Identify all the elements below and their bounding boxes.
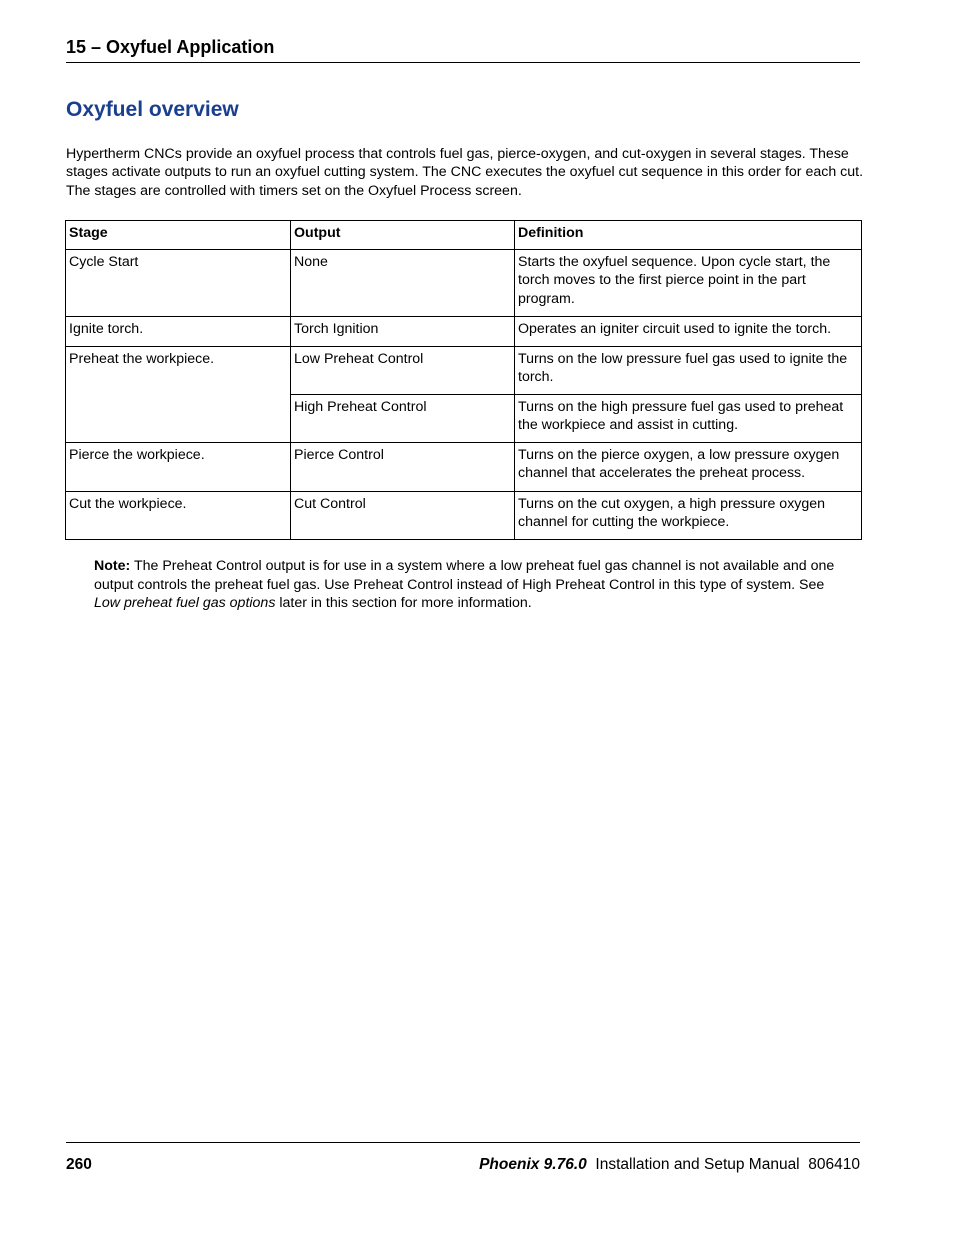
column-header-output: Output: [291, 221, 515, 250]
cell-definition: Operates an igniter circuit used to ignite the torch.: [515, 316, 862, 346]
table-row: [66, 249, 862, 316]
cell-output: Pierce Control: [291, 442, 515, 491]
footer-manual-info: [479, 1155, 860, 1175]
cell-output: Cut Control: [291, 491, 515, 539]
product-name: Phoenix 9.76.0: [479, 1156, 587, 1173]
cell-definition: Turns on the high pressure fuel gas used to preheat the workpiece and assist in cutting.: [515, 394, 862, 442]
intro-paragraph: Hypertherm CNCs provide an oxyfuel process that controls fuel gas, pierce-oxygen, and cut-oxygen in several stages. These stages activate outputs to run an oxyfuel cutting system. The CNC executes the oxyfuel cut sequence in this order for each cut. The stages are controlled with timers set on the Oxyfuel Process screen.: [66, 146, 864, 199]
cell-stage: Ignite torch.: [66, 316, 291, 346]
column-header-stage: Stage: [66, 221, 291, 250]
column-header-definition: Definition: [515, 221, 862, 250]
manual-title: Installation and Setup Manual: [595, 1156, 800, 1173]
note-text-before: The Preheat Control output is for use in a system where a low preheat fuel gas channel is not available and one output controls the preheat fuel gas. Use Preheat Control instead of High Preheat Control in this type of system. See: [94, 558, 835, 593]
table-row: [66, 491, 862, 539]
cell-stage: Pierce the workpiece.: [66, 442, 291, 491]
part-number: 806410: [808, 1156, 860, 1173]
cell-stage: Cycle Start: [66, 249, 291, 316]
cell-stage: Cut the workpiece.: [66, 491, 291, 539]
cell-output: Torch Ignition: [291, 316, 515, 346]
section-title: Oxyfuel overview: [66, 98, 239, 121]
note-paragraph: [94, 557, 854, 613]
running-header: [66, 36, 860, 63]
oxyfuel-stages-table: [65, 220, 862, 540]
chapter-title: 15 – Oxyfuel Application: [66, 37, 275, 57]
cell-definition: Turns on the cut oxygen, a high pressure oxygen channel for cutting the workpiece.: [515, 491, 862, 539]
cell-definition: Turns on the pierce oxygen, a low pressure oxygen channel that accelerates the preheat process.: [515, 442, 862, 491]
table-row: [66, 442, 862, 491]
table-header-row: [66, 221, 862, 250]
cell-output: Low Preheat Control: [291, 346, 515, 394]
note-cross-reference: Low preheat fuel gas options: [94, 595, 276, 612]
cell-definition: Starts the oxyfuel sequence. Upon cycle start, the torch moves to the first pierce point in the part program.: [515, 249, 862, 316]
note-text-after: later in this section for more information.: [275, 595, 532, 612]
cell-stage: Preheat the workpiece.: [66, 346, 291, 442]
table-row: [66, 316, 862, 346]
cell-output: None: [291, 249, 515, 316]
cell-definition: Turns on the low pressure fuel gas used to ignite the torch.: [515, 346, 862, 394]
cell-output: High Preheat Control: [291, 394, 515, 442]
table-row: [66, 346, 862, 394]
page-number: 260: [66, 1156, 92, 1173]
running-footer: [66, 1142, 860, 1175]
note-label: Note:: [94, 558, 131, 574]
